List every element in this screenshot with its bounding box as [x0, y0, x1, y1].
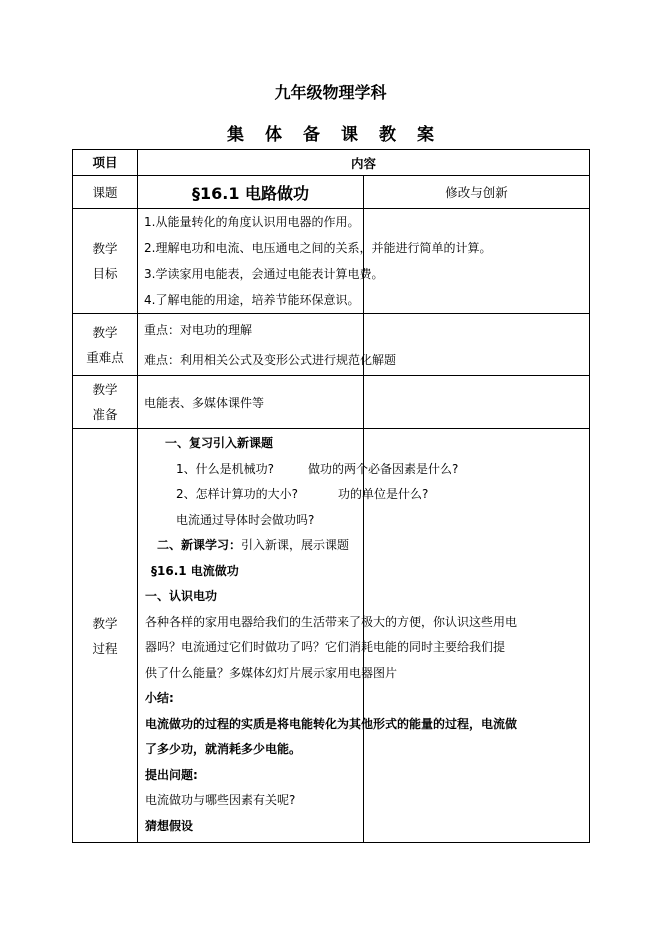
- review-question-line: [145, 457, 459, 483]
- goal-item: 3.学读家用电能表，会通过电能表计算电费。: [144, 267, 384, 281]
- intro-paragraph-line: 供了什么能量？多媒体幻灯片展示家用电器图片: [145, 665, 398, 680]
- keypoint-item: 难点：利用相关公式及变形公式进行规范化解题: [144, 352, 397, 367]
- intro-paragraph-line: 器吗？电流通过它们时做功了吗？它们消耗电能的同时主要给我们提: [145, 640, 506, 654]
- keypoints-content: [138, 314, 397, 376]
- review-question: 电流通过导体时会做功吗?: [176, 512, 315, 527]
- header-row: [73, 150, 590, 176]
- review-question: 功的单位是什么?: [338, 487, 429, 501]
- prep-notes: [364, 376, 590, 429]
- goals-notes: [364, 209, 590, 314]
- process-label-line: 过程: [92, 640, 118, 656]
- new-lesson-text: 引入新课，展示课题: [241, 538, 350, 552]
- prep-label-line: 教学: [92, 382, 118, 397]
- prep-label: [73, 376, 138, 429]
- topic-value: §16.1 电路做功: [138, 176, 364, 209]
- review-question-line: [145, 482, 429, 508]
- header-content: 内容: [138, 150, 590, 176]
- goals-label-line: 目标: [92, 266, 118, 281]
- topic-row: [73, 176, 590, 209]
- lesson-plan-table: [72, 149, 590, 843]
- keypoints-label-line: 教学: [92, 324, 118, 340]
- document-subtitle: 集体备课教案: [227, 125, 455, 145]
- intro-paragraph-line: 各种各样的家用电器给我们的生活带来了极大的方便，你认识这些用电: [145, 614, 518, 629]
- review-question: 1、什么是机械功?: [176, 461, 275, 476]
- keypoints-label: [73, 314, 138, 376]
- summary-line: 电流做功的过程的实质是将电能转化为其他形式的能量的过程，电流做: [145, 716, 518, 731]
- goal-item: 2.理解电功和电流、电压通电之间的关系，并能进行简单的计算。: [144, 241, 492, 255]
- review-section-title: 一、复习引入新课题: [165, 436, 274, 450]
- keypoint-item: 重点：对电功的理解: [144, 322, 253, 337]
- summary-label: 小结:: [145, 691, 174, 705]
- question-label: 提出问题:: [145, 767, 198, 782]
- goals-row: [73, 209, 590, 314]
- prep-row: [73, 376, 590, 429]
- part-title: 一、认识电功: [145, 589, 218, 603]
- prep-label-line: 准备: [92, 407, 118, 422]
- document-title: 九年级物理学科: [274, 83, 387, 102]
- process-row: [73, 429, 590, 843]
- question-text: 电流做功与哪些因素有关呢?: [145, 793, 296, 807]
- process-label-line: 教学: [92, 615, 118, 631]
- new-lesson-line: [145, 533, 359, 559]
- review-question: 2、怎样计算功的大小?: [176, 487, 299, 501]
- summary-line: 了多少功，就消耗多少电能。: [145, 742, 302, 756]
- notes-header: 修改与创新: [364, 176, 590, 209]
- hypothesis-label: 猜想假设: [145, 818, 194, 833]
- goals-label: [73, 209, 138, 314]
- topic-label: 课题: [73, 176, 138, 209]
- prep-content: 电能表、多媒体课件等: [138, 376, 364, 429]
- lesson-topic: §16.1 电流做功: [151, 563, 239, 578]
- header-item: 项目: [73, 150, 138, 176]
- process-label: [73, 429, 138, 843]
- keypoints-row: [73, 314, 590, 376]
- goal-item: 4.了解电能的用途，培养节能环保意识。: [144, 293, 360, 307]
- goal-item: 1.从能量转化的角度认识用电器的作用。: [144, 215, 360, 229]
- goals-content: [138, 209, 492, 314]
- process-content: [138, 429, 518, 843]
- goals-label-line: 教学: [92, 241, 118, 256]
- review-question: 做功的两个必备因素是什么?: [308, 461, 459, 476]
- keypoints-notes: [364, 314, 590, 376]
- new-lesson-title: 二、新课学习：: [157, 538, 242, 552]
- keypoints-label-line: 重难点: [86, 349, 124, 365]
